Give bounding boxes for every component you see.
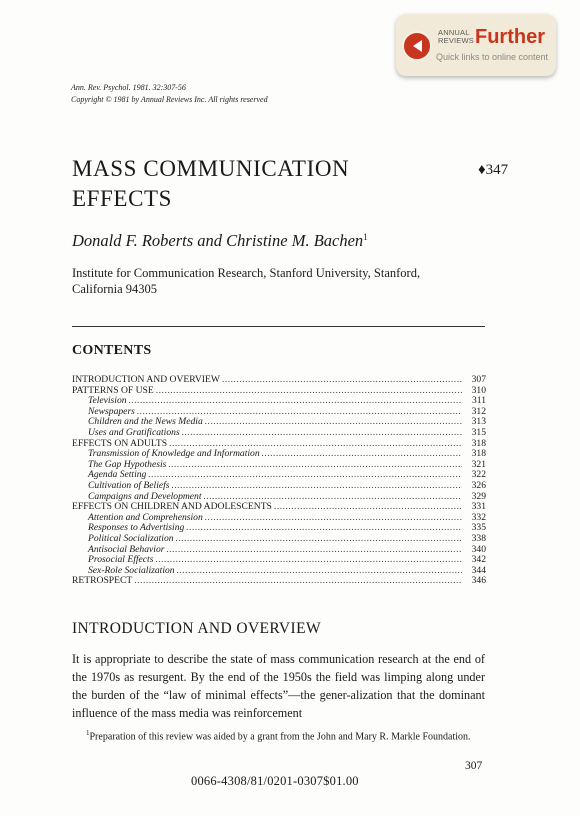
- toc-leader-dots: [222, 375, 462, 386]
- author-footnote-mark: 1: [363, 232, 368, 242]
- toc-leader-dots: [177, 566, 462, 577]
- toc-entry-page: 307: [471, 374, 486, 385]
- page-reference: ♦347: [478, 162, 509, 178]
- toc-entry: [72, 375, 486, 386]
- section-heading: INTRODUCTION AND OVERVIEW: [72, 620, 321, 637]
- toc-entry-page: 318: [471, 448, 486, 460]
- toc-entry-label: Attention and Comprehension: [88, 511, 203, 523]
- toc-entry-label: Television: [88, 395, 127, 407]
- table-of-contents: [72, 375, 486, 587]
- footnote: [72, 726, 485, 744]
- toc-leader-dots: [274, 502, 462, 513]
- toc-entry-label: Uses and Gratifications: [88, 426, 180, 438]
- body-paragraph: It is appropriate to describe the state of mass communication research at the end of the 1970s as resurgent. By the end of the 1950s the field was limping along under the burden of the “law of minimal effects”—the gener-alization that the dominant influence of the mass media was reinforcement: [72, 652, 485, 720]
- toc-entry-label: Campaigns and Development: [88, 490, 202, 502]
- annual-reviews-wordmark: ANNUAL REVIEWS: [438, 28, 474, 45]
- toc-entry-page: 342: [471, 554, 486, 566]
- toc-entry-page: 329: [471, 490, 486, 502]
- toc-entry-page: 331: [471, 501, 486, 513]
- toc-leader-dots: [166, 545, 462, 556]
- toc-leader-dots: [148, 470, 462, 481]
- play-arrow-icon: [402, 31, 432, 61]
- toc-entry-page: 326: [471, 479, 486, 491]
- toc-leader-dots: [172, 481, 462, 492]
- toc-entry-page: 322: [471, 469, 486, 481]
- toc-entry-page: 312: [471, 405, 486, 417]
- page-number: 307: [465, 760, 483, 772]
- toc-entry-label: Children and the News Media: [88, 416, 203, 428]
- toc-entry-label: INTRODUCTION AND OVERVIEW: [72, 374, 220, 385]
- toc-leader-dots: [129, 396, 462, 407]
- toc-leader-dots: [182, 428, 462, 439]
- toc-entry-label: PATTERNS OF USE: [72, 384, 154, 396]
- toc-entry-label: Antisocial Behavior: [88, 543, 165, 555]
- footnote-text: Preparation of this review was aided by a grant from the John and Mary R. Markle Foundation.: [89, 731, 471, 743]
- footnote-mark: 1: [86, 729, 90, 737]
- toc-entry-page: 318: [471, 437, 486, 449]
- article-title: MASS COMMUNICATION EFFECTS: [72, 156, 350, 211]
- toc-leader-dots: [134, 576, 462, 587]
- toc-leader-dots: [156, 386, 462, 397]
- journal-citation: Ann. Rev. Psychol. 1981. 32:307-56: [71, 83, 186, 92]
- toc-entry-label: Cultivation of Beliefs: [88, 479, 170, 491]
- toc-entry-page: 344: [471, 564, 486, 576]
- toc-entry-label: Political Socialization: [88, 532, 174, 544]
- toc-entry-label: Newspapers: [88, 405, 135, 417]
- affiliation: Institute for Communication Research, Stanford University, Stanford, California 94305: [72, 266, 421, 296]
- annual-reviews-further-badge[interactable]: [396, 14, 556, 76]
- divider: [72, 326, 485, 327]
- further-title: Further: [475, 26, 545, 48]
- toc-leader-dots: [205, 417, 462, 428]
- toc-entry-page: 346: [471, 575, 486, 587]
- toc-entry-page: 338: [471, 532, 486, 544]
- toc-entry-page: 332: [471, 511, 486, 523]
- toc-entry-label: EFFECTS ON CHILDREN AND ADOLESCENTS: [72, 501, 272, 513]
- toc-entry-page: 315: [471, 426, 486, 438]
- toc-entry: [72, 566, 486, 577]
- toc-leader-dots: [176, 534, 462, 545]
- toc-leader-dots: [168, 460, 462, 471]
- toc-entry-label: The Gap Hypothesis: [88, 458, 167, 470]
- toc-entry-label: Responses to Advertising: [88, 522, 185, 534]
- toc-leader-dots: [262, 449, 462, 460]
- toc-entry-page: 340: [471, 543, 486, 555]
- toc-entry-label: Agenda Setting: [88, 469, 147, 481]
- toc-entry-label: Sex-Role Socialization: [88, 564, 175, 576]
- toc-entry-label: EFFECTS ON ADULTS: [72, 437, 168, 449]
- toc-leader-dots: [205, 513, 462, 524]
- toc-entry: [72, 386, 486, 397]
- authors: [72, 231, 368, 251]
- toc-entry-page: 321: [471, 458, 486, 470]
- toc-entry-label: Prosocial Effects: [88, 554, 154, 566]
- further-subtitle: Quick links to online content: [436, 52, 549, 62]
- toc-leader-dots: [186, 523, 462, 534]
- toc-entry-page: 335: [471, 522, 486, 534]
- toc-entry-label: RETROSPECT: [72, 575, 133, 587]
- toc-entry-label: Transmission of Knowledge and Information: [88, 448, 260, 460]
- toc-entry: [72, 534, 486, 545]
- toc-entry: [72, 576, 486, 587]
- toc-leader-dots: [155, 555, 462, 566]
- toc-entry: [72, 481, 486, 492]
- toc-entry-page: 313: [471, 416, 486, 428]
- toc-entry-page: 311: [471, 395, 486, 407]
- contents-heading: CONTENTS: [72, 343, 152, 358]
- author-names: Donald F. Roberts and Christine M. Bachen: [72, 231, 364, 250]
- article-identifier: 0066-4308/81/0201-0307$01.00: [191, 774, 359, 788]
- toc-entry: [72, 428, 486, 439]
- copyright-line: Copyright © 1981 by Annual Reviews Inc. All rights reserved: [71, 95, 268, 104]
- toc-entry-page: 310: [471, 384, 486, 396]
